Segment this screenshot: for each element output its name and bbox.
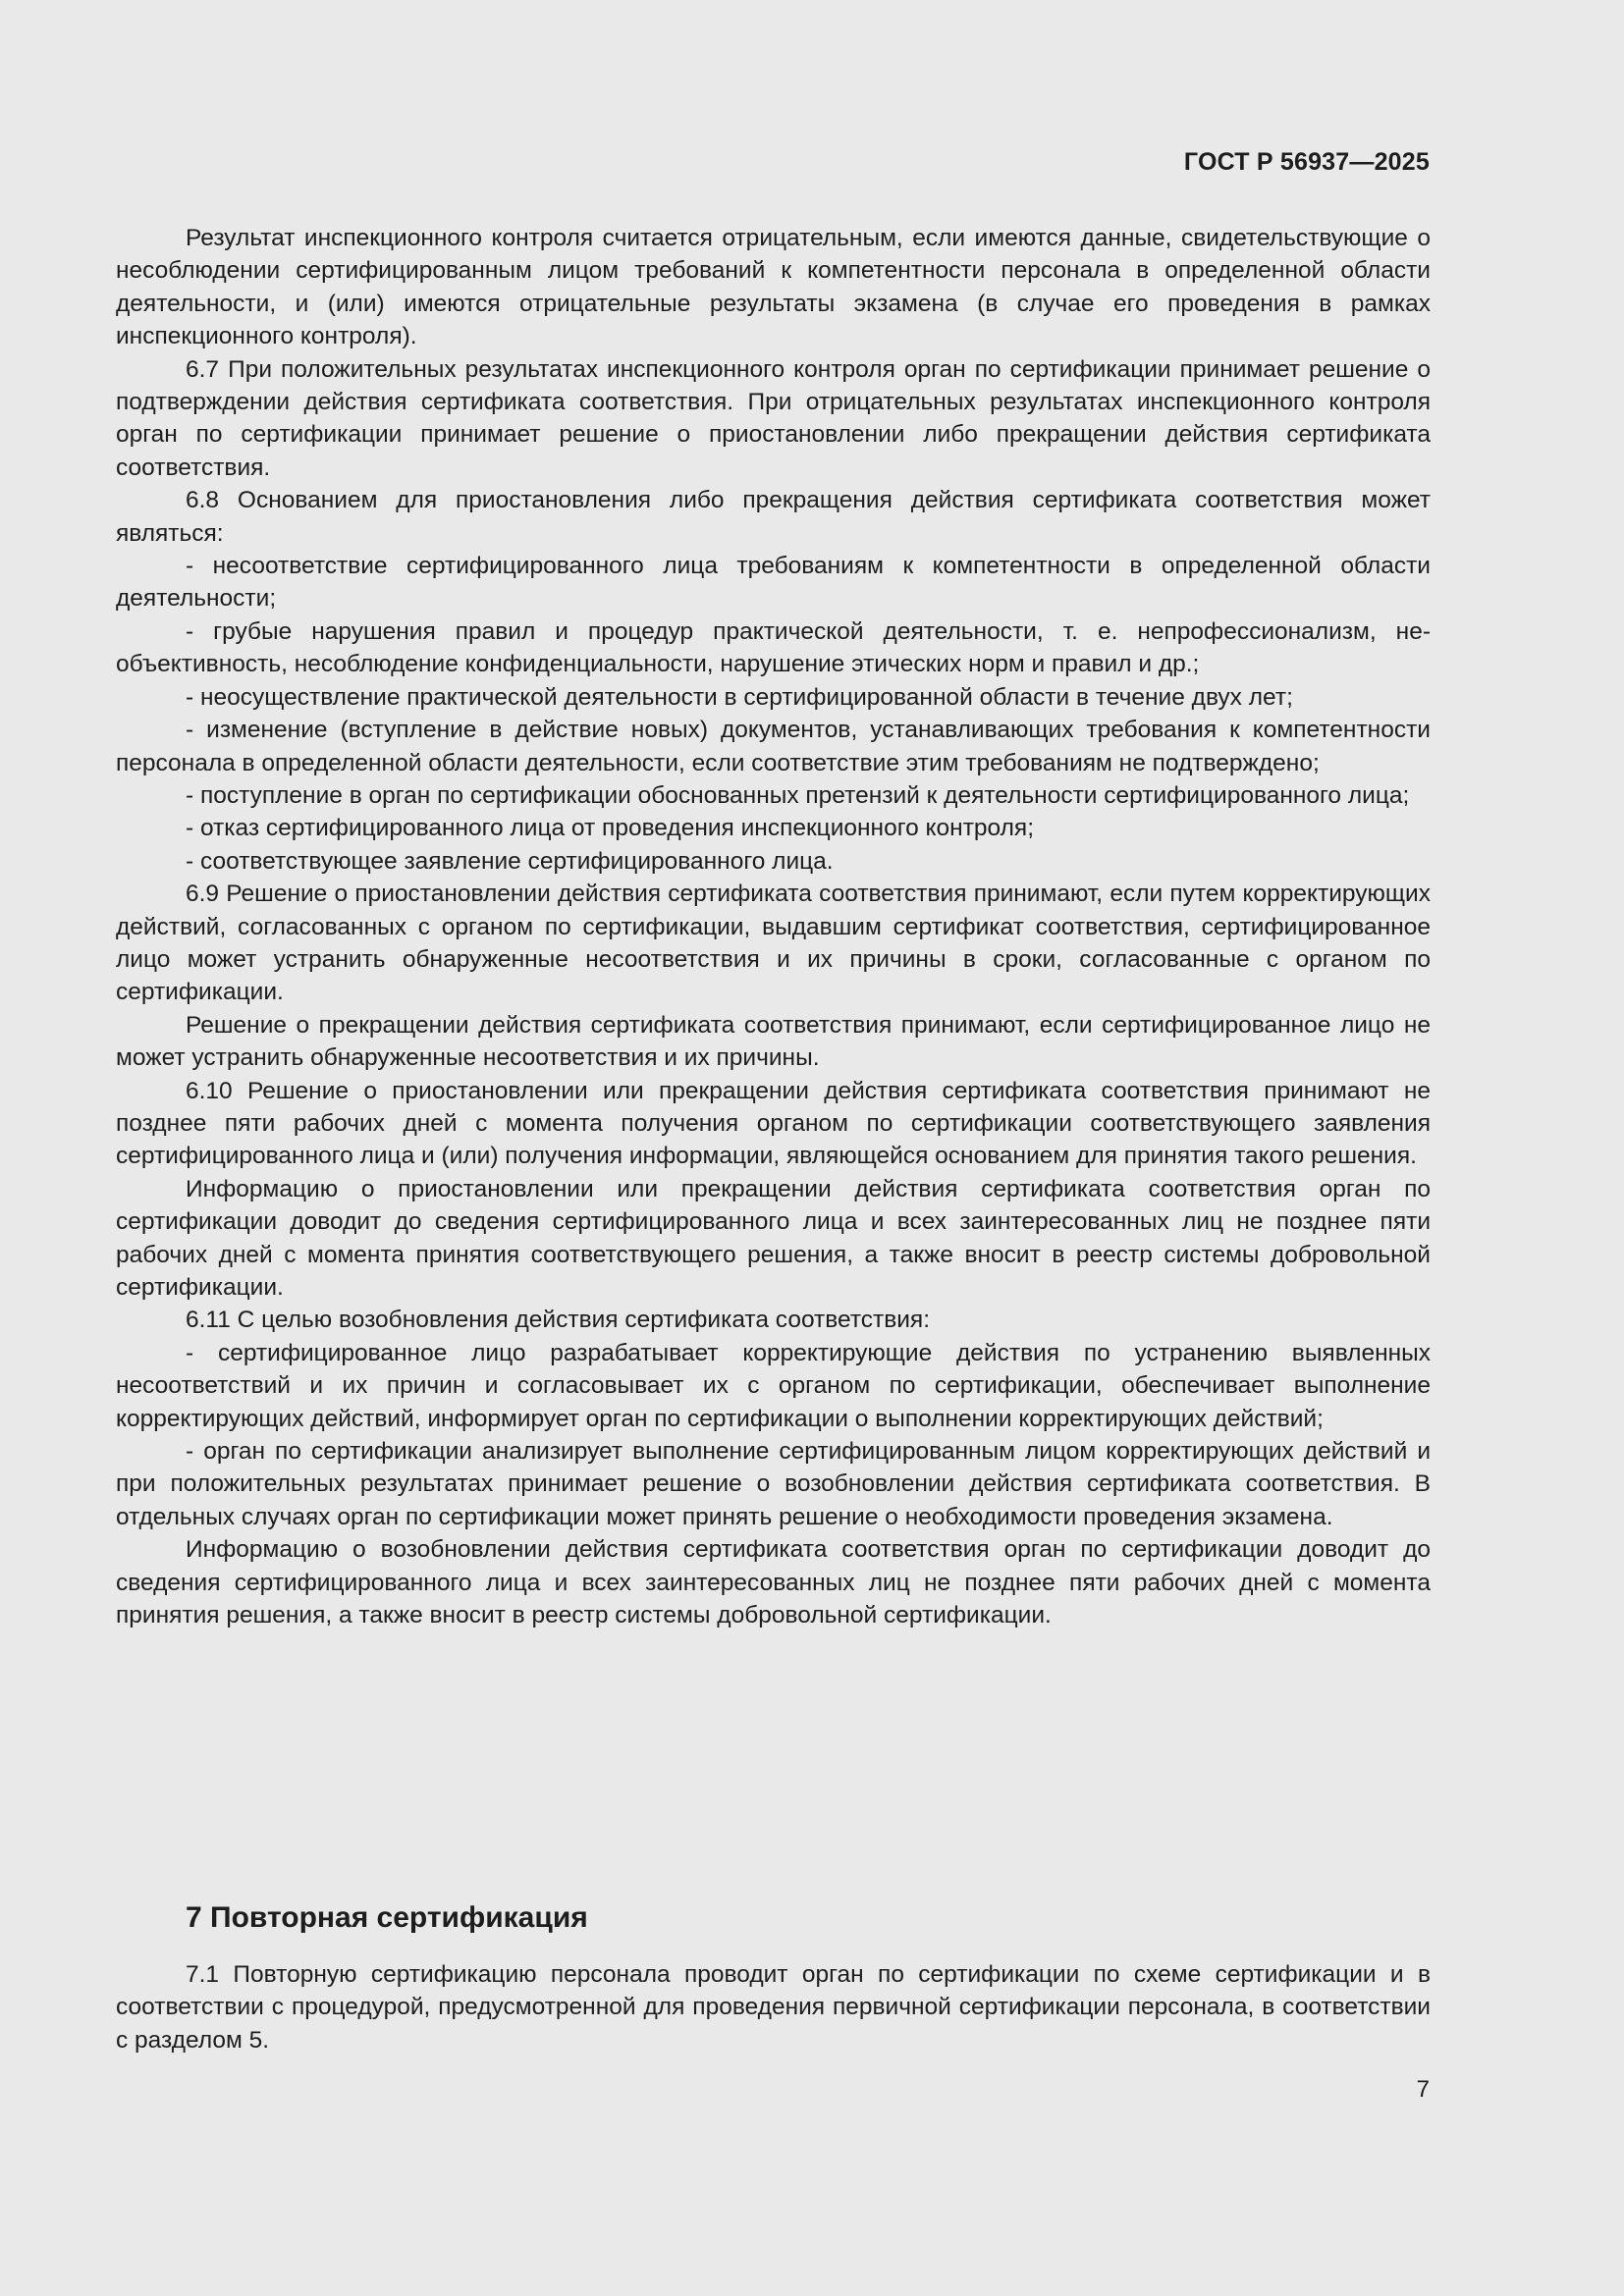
paragraph-7-1: 7.1 Повторную сертификацию персонала проводит орган по сертификации по схеме сертификации и в соответствии с процедурой, предусмотренной для проведения первичной сертификации персонала, в соответствии с разделом 5.: [116, 1961, 1431, 2054]
section-heading: 7 Повторная сертификация: [186, 1901, 588, 1934]
list-item: - отказ сертифицированного лица от проведения инспекционного контроля;: [186, 815, 1034, 842]
paragraph-information: Информацию о приостановлении или прекращении действия сертификата соответствия орган по сертификации доводит до сведения сертифицированного лица и всех заинтересованных лиц не позднее пяти рабочих дней с момента принятия соответствующего решения, а также вносит в реестр системы добровольной сертификации.: [116, 1175, 1431, 1301]
paragraph-termination: Решение о прекращении действия сертификата соответствия принимают, если сертифицированное лицо не может устранить обнаруженные несоответствия и их причины.: [116, 1011, 1431, 1072]
list-item: - изменение (вступление в действие новых) документов, устанавливающих требования к компетентности персонала в определенной области деятельности, если соответствие этим требованиям не подтверждено;: [116, 717, 1431, 776]
list-item: - поступление в орган по сертификации обоснованных претензий к деятельности сертифицированного лица;: [186, 781, 1410, 809]
paragraph-result: Результат инспекционного контроля считается отрицательным, если имеются данные, свидетельствующие о несоблюдении сертифицированным лицом требований к компетентности персонала в определенной области деятельности, и (или) имеются отрицательные результаты экзамена (в случае его проведения в рамках инспекционного контроля).: [116, 225, 1431, 350]
paragraph-6-7: 6.7 При положительных результатах инспекционного контроля орган по сертификации принимает решение о подтверждении действия сертификата соответствия. При отрицательных результатах инспекционного контроля орган по сертификации принимает решение о приостановлении либо прекращении действия сертификата соответствия.: [116, 355, 1431, 481]
list-item: - несоответствие сертифицированного лица требованиям к компетентности в определенной области деятельности;: [116, 553, 1431, 613]
list-item: - сертифицированное лицо разрабатывает корректирующие действия по устранению выявленных несоответствий и их причин и согласовывает их с органом по сертификации, обеспечивает выполнение корректирующих действий, информирует орган по сертификации о выполнении корректирующих действий;: [116, 1339, 1431, 1432]
document-code: ГОСТ Р 56937—2025: [1183, 148, 1430, 176]
body-text: [116, 222, 1431, 1631]
paragraph-6-9: 6.9 Решение о приостановлении действия сертификата соответствия принимают, если путем корректирующих действий, согласованных с органом по сертификации, выдавшим сертификат соответствия, сертифицированное лицо может устранить обнаруженные несоответствия и их причины в сроки, согласованные с органом по сертификации.: [116, 881, 1431, 1006]
list-item: - грубые нарушения правил и процедур практической деятельности, т. е. непрофессионализм, необъективность, несоблюдение конфиденциальности, нарушение этических норм и правил и др.;: [116, 617, 1431, 678]
list-item: - неосуществление практической деятельности в сертифицированной области в течение двух лет;: [186, 683, 1293, 711]
paragraph-6-11: 6.11 С целью возобновления действия сертификата соответствия:: [186, 1307, 931, 1334]
paragraph-6-10: 6.10 Решение о приостановлении или прекращении действия сертификата соответствия принимают не позднее пяти рабочих дней с момента получения органом по сертификации соответствующего заявления сертифицированного лица и (или) получения информации, являющейся основанием для принятия такого решения.: [116, 1077, 1431, 1170]
list-item: - орган по сертификации анализирует выполнение сертифицированным лицом корректирующих действий и при положительных результатах принимает решение о возобновлении действия сертификата соответствия. В отдельных случаях орган по сертификации может принять решение о необходимости проведения экзамена.: [116, 1438, 1431, 1530]
paragraph-6-8: 6.8 Основанием для приостановления либо прекращения действия сертификата соответствия может являться:: [116, 487, 1431, 547]
list-item: - соответствующее заявление сертифицированного лица.: [186, 847, 834, 875]
page-number: 7: [1416, 2076, 1430, 2103]
section-body: [116, 1958, 1431, 2056]
paragraph-renewal-information: Информацию о возобновлении действия сертификата соответствия орган по сертификации доводит до сведения сертифицированного лица и всех заинтересованных лиц не позднее пяти рабочих дней с момента принятия решения, а также вносит в реестр системы добровольной сертификации.: [116, 1536, 1431, 1629]
